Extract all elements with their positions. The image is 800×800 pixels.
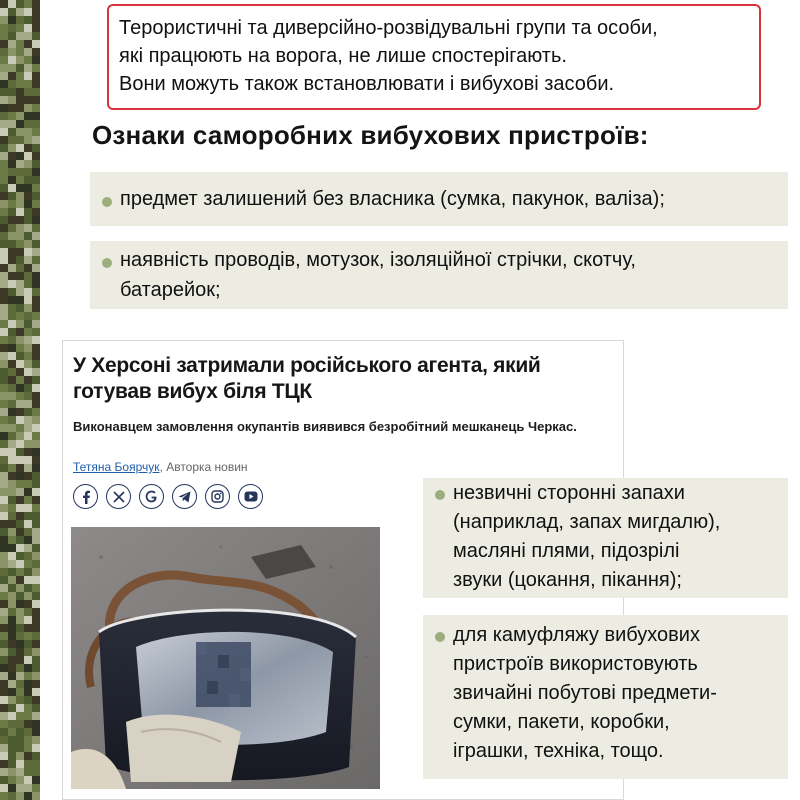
sign-item: [90, 172, 788, 226]
sign-text: звуки (цокання, пікання);: [453, 569, 682, 591]
share-buttons: [73, 484, 263, 509]
author-role: , Авторка новин: [159, 460, 248, 474]
facebook-icon[interactable]: [73, 484, 98, 509]
sign-text: сумки, пакети, коробки,: [453, 711, 670, 733]
bullet-icon: [435, 490, 445, 500]
telegram-icon[interactable]: [172, 484, 197, 509]
warning-box: [107, 4, 761, 110]
google-icon[interactable]: [139, 484, 164, 509]
sign-text: масляні плями, підозрілі: [453, 540, 680, 562]
sign-text: батарейок;: [120, 279, 221, 301]
sign-text: пристроїв використовують: [453, 653, 698, 675]
section-heading: Ознаки саморобних вибухових пристроїв:: [92, 120, 649, 150]
sign-text: (наприклад, запах мигдалю),: [453, 511, 721, 533]
bullet-icon: [102, 197, 112, 207]
warning-line: які працюють на ворога, не лише спостерігають.: [119, 45, 567, 67]
bag-photo: [71, 527, 380, 789]
author-link[interactable]: Тетяна Боярчук: [73, 460, 160, 474]
bullet-icon: [435, 632, 445, 642]
warning-line: Вони можуть також встановлювати і вибухові засоби.: [119, 73, 615, 95]
sign-item: [423, 478, 788, 598]
x-icon[interactable]: [106, 484, 131, 509]
news-headline[interactable]: У Херсоні затримали російського агента, який готував вибух біля ТЦК: [73, 354, 541, 403]
warning-line: Терористичні та диверсійно-розвідувальні групи та особи,: [119, 17, 658, 39]
sign-text: іграшки, техніка, тощо.: [453, 740, 664, 762]
sign-item: [90, 241, 788, 309]
sign-text: незвичні сторонні запахи: [453, 482, 685, 504]
camouflage-strip: [0, 0, 65, 800]
sign-item: [423, 615, 788, 779]
sign-text: наявність проводів, мотузок, ізоляційної стрічки, скотчу,: [120, 249, 636, 271]
youtube-icon[interactable]: [238, 484, 263, 509]
news-subhead: Виконавцем замовлення окупантів виявився безробітний мешканець Черкас.: [73, 419, 577, 434]
bullet-icon: [102, 258, 112, 268]
sign-text: предмет залишений без власника (сумка, пакунок, валіза);: [120, 188, 665, 210]
instagram-icon[interactable]: [205, 484, 230, 509]
sign-text: для камуфляжу вибухових: [453, 624, 700, 646]
news-byline: [73, 460, 248, 474]
sign-text: звичайні побутові предмети-: [453, 682, 717, 704]
